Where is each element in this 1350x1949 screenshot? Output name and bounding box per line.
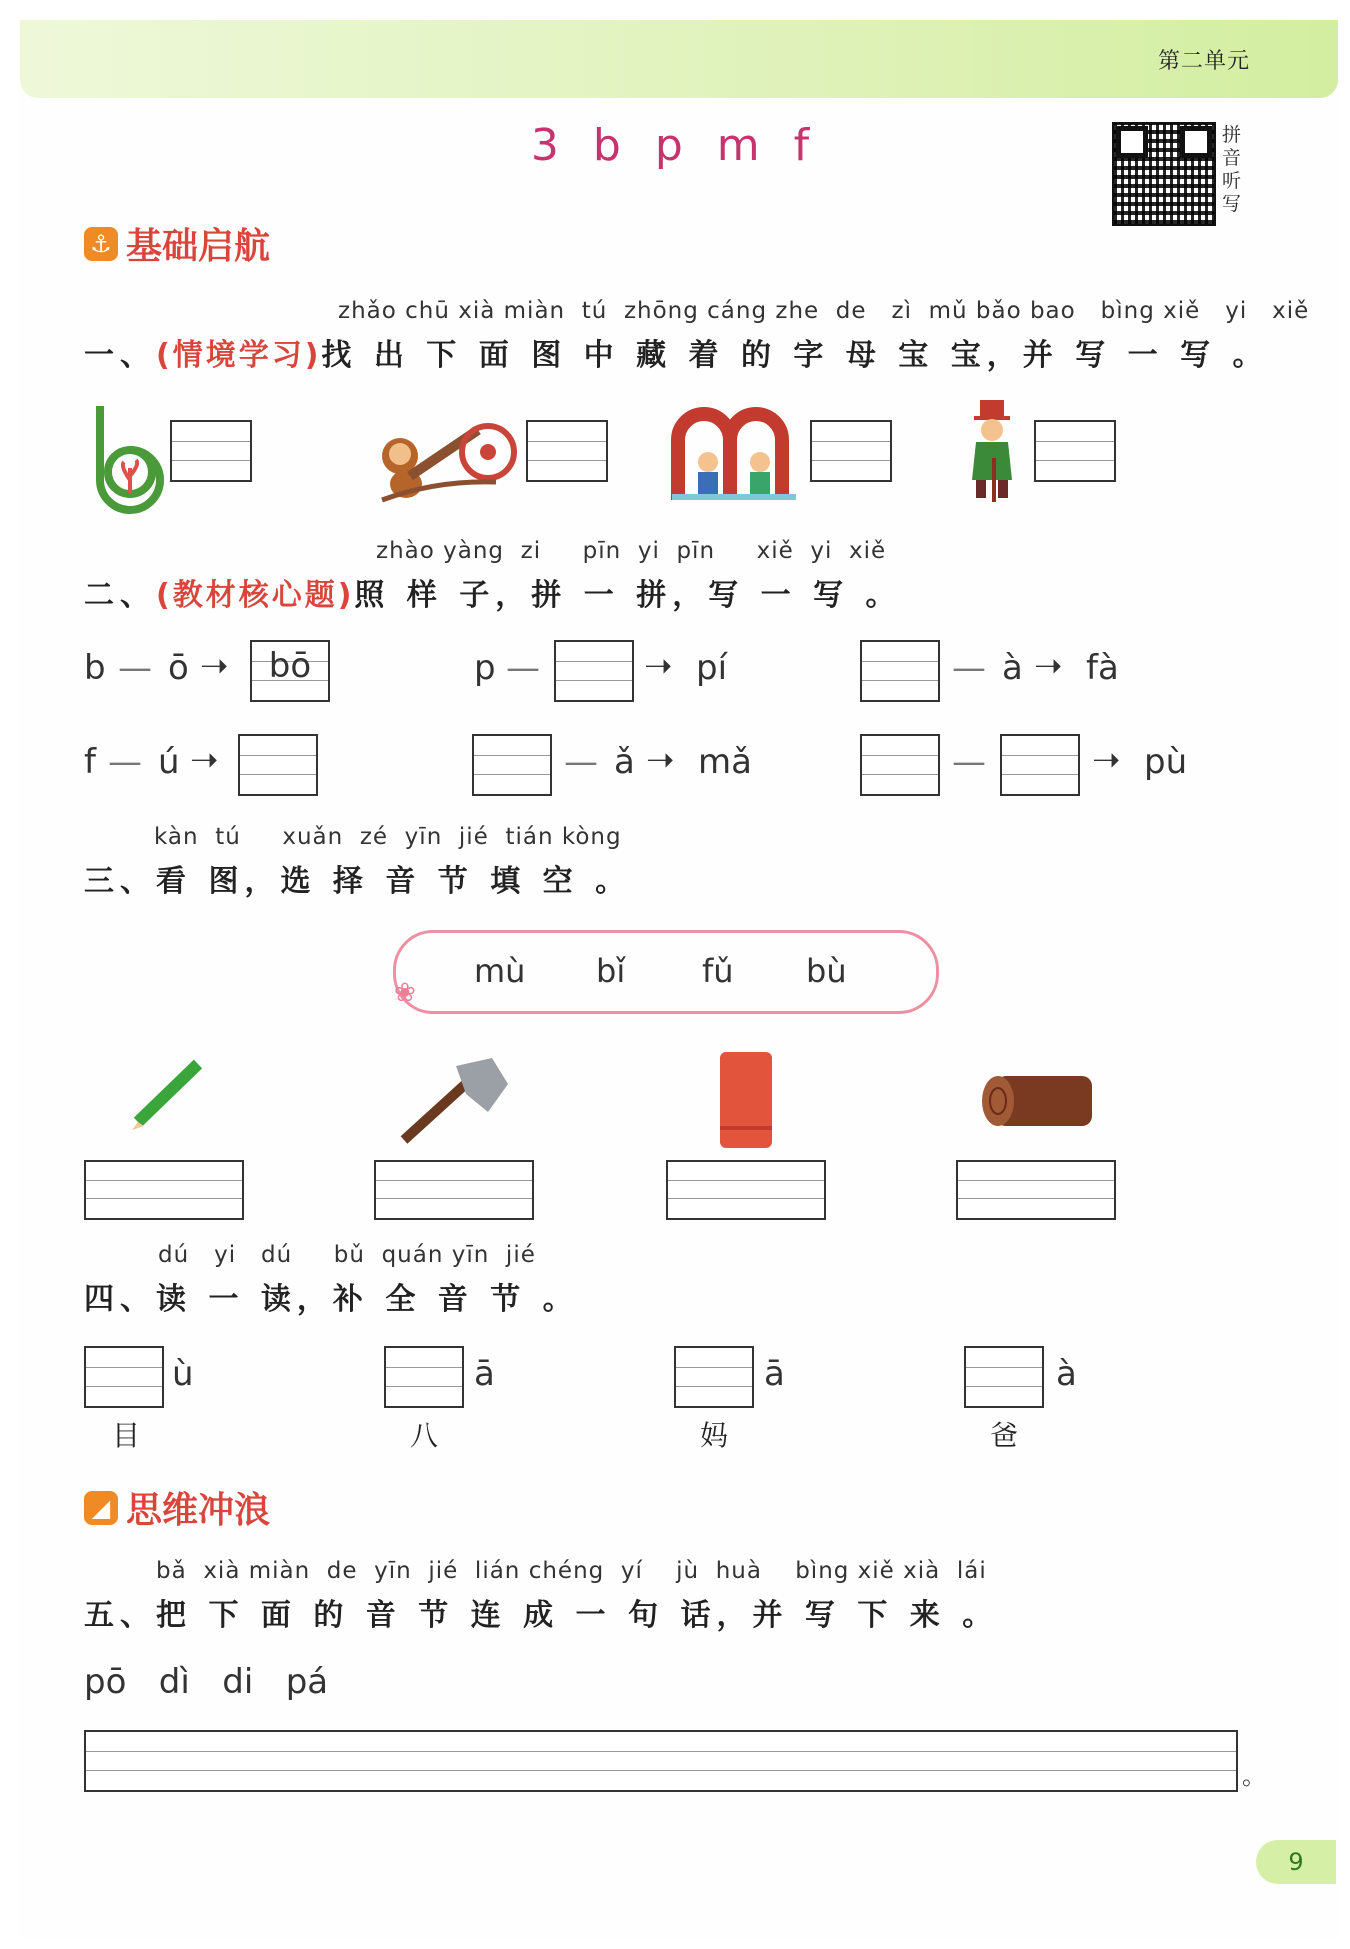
q3-option: mù [474,952,526,990]
arrow-icon: ➝ [644,646,673,686]
arrow-icon: ➝ [646,740,675,780]
q4-tone-4: à [1056,1354,1077,1394]
q2-r2c-result: pù [1144,742,1188,782]
pencil-illustration [124,1060,204,1132]
arrow-icon: ➝ [200,646,229,686]
q2-pinyin: zhào yàng zi pīn yi pīn xiě yi xiě [376,538,887,564]
q4-box-3[interactable] [674,1346,754,1408]
q4-tone-1: ù [172,1354,194,1394]
lesson-letters: b p m f [592,120,820,171]
q3-answer-box-2[interactable] [374,1160,534,1220]
q2-r2b-result: mǎ [698,742,752,782]
q4-tone-3: ā [764,1354,785,1394]
q5-heading: 五、把 下 面 的 音 节 连 成 一 句 话，并 写 下 来 。 [84,1598,999,1633]
q2-r1b-result: pí [696,648,728,688]
q2-r2b-box[interactable] [472,734,552,796]
q4-box-2[interactable] [384,1346,464,1408]
q2-heading: 二、(教材核心题)照 样 子，拼 一 拼，写 一 写 。 [84,578,902,613]
q5-answer-line[interactable] [84,1730,1238,1792]
q1-heading: 一、(情境学习)找 出 下 面 图 中 藏 着 的 字 母 宝 宝，并 写 一 写 。 [84,338,1269,373]
q4-box-1[interactable] [84,1346,164,1408]
q2-r1c-vowel: à [1002,648,1023,688]
q2-r2b-vowel: ǎ [614,742,635,782]
q4-char-1: 目 [112,1419,141,1452]
q3-pinyin: kàn tú xuǎn zé yīn jié tián kòng [154,824,622,850]
q3-answer-box-1[interactable] [84,1160,244,1220]
monkey-telescope-illustration [376,410,516,502]
section-basic: ⚓ 基础启航 [84,218,270,269]
dolphin-icon: ◢ [84,1491,118,1525]
q2-r1c-box[interactable] [860,640,940,702]
qr-side-label: 拼 音 听 写 [1222,124,1242,215]
q2-r1c-result: fà [1086,648,1119,688]
q4-char-2: 八 [410,1419,439,1452]
q4-pinyin: dú yi dú bǔ quán yīn jié [158,1242,536,1268]
q1-answer-box-2[interactable] [526,420,608,482]
axe-illustration [396,1054,512,1146]
arrow-icon: ➝ [1092,740,1121,780]
q2-r2a-box[interactable] [238,734,318,796]
page-number: 9 [1256,1840,1336,1884]
q4-box-4[interactable] [964,1346,1044,1408]
arrow-icon: ➝ [1034,646,1063,686]
q2-r1a-vowel: ō [168,648,189,688]
q4-heading: 四、读 一 读，补 全 音 节 。 [84,1282,579,1317]
q5-syllables: pō dì di pá [84,1662,329,1702]
q1-answer-box-4[interactable] [1034,420,1116,482]
header-band [20,20,1338,98]
q1-answer-box-1[interactable] [170,420,252,482]
q3-option: fǔ [702,952,734,990]
q2-r1b-initial: p [474,648,496,688]
q3-answer-box-4[interactable] [956,1160,1116,1220]
arch-children-illustration [672,404,796,500]
q2-r2c-box-1[interactable] [860,734,940,796]
q3-answer-box-3[interactable] [666,1160,826,1220]
q5-end-mark: 。 [1242,1762,1266,1790]
q4-tone-2: ā [474,1354,495,1394]
q2-example-box: bō [250,640,330,702]
arrow-icon: ➝ [190,740,219,780]
gentleman-cane-illustration [962,398,1022,504]
q4-char-4: 爸 [990,1419,1019,1452]
q5-pinyin: bǎ xià miàn de yīn jié lián chéng yí jù huà bìng xiě xià lái [156,1558,987,1584]
log-illustration [980,1070,1096,1132]
q3-option: bù [806,952,847,990]
q2-r2a-initial: f [84,742,96,782]
q3-option: bǐ [596,952,626,990]
q1-pinyin: zhǎo chū xià miàn tú zhōng cáng zhe de zì mǔ bǎo bao bìng xiě yi xiě [338,298,1310,324]
section-thinking: ◢ 思维冲浪 [84,1482,270,1533]
q1-answer-box-3[interactable] [810,420,892,482]
letter-b-plant-illustration [92,402,162,502]
q2-r1a-initial: b [84,648,106,688]
qr-code[interactable] [1112,122,1216,226]
cloth-illustration [716,1048,776,1152]
q2-r2a-vowel: ú [158,742,180,782]
lesson-number: 3 [530,120,569,171]
unit-label: 第二单元 [1157,49,1250,74]
q4-char-3: 妈 [700,1419,729,1452]
paw-icon: ❀ [394,978,416,1008]
anchor-icon: ⚓ [84,227,118,261]
q2-r2c-box-2[interactable] [1000,734,1080,796]
q3-heading: 三、看 图，选 择 音 节 填 空 。 [84,864,632,899]
q2-r1b-box[interactable] [554,640,634,702]
